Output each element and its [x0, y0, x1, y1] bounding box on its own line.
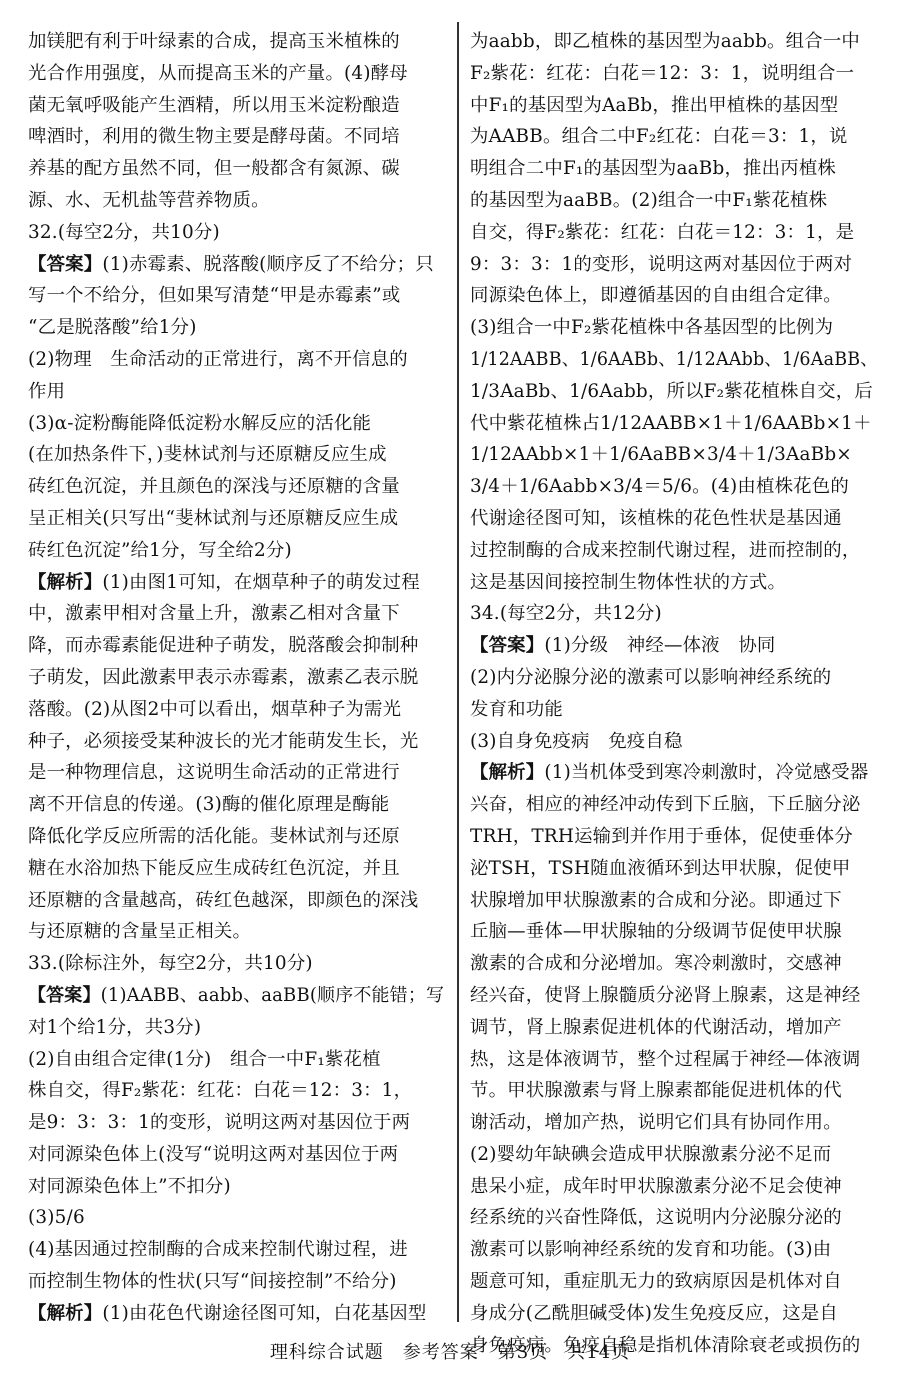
answer-tag: 【答案】 [28, 984, 101, 1006]
text-line: (2)自由组合定律(1分) 组合一中F₁紫花植 [28, 1048, 381, 1070]
text-line: 为AABB。组合二中F₂红花：白花＝3：1，说 [470, 126, 848, 148]
text-line: 源、水、无机盐等营养物质。 [28, 189, 270, 211]
text-line: 自交，得F₂紫花：红花：白花＝12：3：1，是 [470, 221, 855, 243]
text-line: 种子，必须接受某种波长的光才能萌发生长，光 [28, 730, 419, 752]
text-line: 【答案】(1)AABB、aabb、aaBB(顺序不能错；写 [28, 984, 444, 1006]
text-line: 养基的配方虽然不同，但一般都含有氮源、碳 [28, 158, 400, 180]
text-line: 3/4＋1/6Aabb×3/4＝5/6。(4)由植株花色的 [470, 476, 849, 498]
text-line: (2)内分泌腺分泌的激素可以影响神经系统的 [470, 666, 832, 688]
column-divider [457, 22, 459, 1322]
answer-tag: 【解析】 [470, 762, 545, 784]
text-line: (3)组合一中F₂紫花植株中各基因型的比例为 [470, 317, 834, 339]
text-line: (3)α-淀粉酶能降低淀粉水解反应的活化能 [28, 412, 372, 434]
text-line: 1/3AaBb、1/6Aabb，所以F₂紫花植株自交，后 [470, 380, 873, 402]
text-line: F₂紫花：红花：白花＝12：3：1，说明组合一 [470, 62, 855, 84]
text-line: 经兴奋，使肾上腺髓质分泌肾上腺素，这是神经 [470, 984, 861, 1006]
text-line: 而控制生物体的性状(只写“间接控制”不给分) [28, 1271, 397, 1293]
text-line: (3)5/6 [28, 1207, 85, 1229]
text-line: 同源染色体上，即遵循基因的自由组合定律。 [470, 285, 842, 307]
text-line: 状腺增加甲状腺激素的合成和分泌。即通过下 [470, 889, 842, 911]
text-line: 株自交，得F₂紫花：红花：白花＝12：3：1， [28, 1080, 413, 1102]
text-line: 明组合二中F₁的基因型为aaBb，推出丙植株 [470, 158, 836, 180]
text-line: “乙是脱落酸”给1分) [28, 317, 197, 339]
text-line: 【解析】(1)当机体受到寒冷刺激时，冷觉感受器 [470, 762, 869, 784]
text-line: 中，激素甲相对含量上升，激素乙相对含量下 [28, 603, 400, 625]
text-line: 降，而赤霉素能促进种子萌发，脱落酸会抑制种 [28, 635, 419, 657]
text-line: 身成分(乙酰胆碱受体)发生免疫反应，这是自 [470, 1302, 838, 1324]
text-line: 代谢途径图可知，该植株的花色性状是基因通 [470, 507, 842, 529]
text-line: 激素的合成和分泌增加。寒冷刺激时，交感神 [470, 953, 842, 975]
text-line: 题意可知，重症肌无力的致病原因是机体对自 [470, 1271, 842, 1293]
text-line: 对同源染色体上”不扣分) [28, 1175, 231, 1197]
text-line: 【解析】(1)由花色代谢途径图可知，白花基因型 [28, 1302, 427, 1324]
right-column [470, 26, 878, 1361]
question-number-line: 33.(除标注外，每空2分，共10分) [28, 953, 313, 975]
text-line: 过控制酶的合成来控制代谢过程，进而控制的， [470, 539, 861, 561]
text-line: 激素可以影响神经系统的发育和功能。(3)由 [470, 1239, 832, 1261]
text-line: (2)婴幼年缺碘会造成甲状腺激素分泌不足而 [470, 1143, 832, 1165]
text-line: 与还原糖的含量呈正相关。 [28, 921, 252, 943]
answer-tag: 【解析】 [28, 1302, 103, 1324]
text-line: 呈正相关(只写出“斐林试剂与还原糖反应生成 [28, 507, 399, 529]
text-line: 还原糖的含量越高，砖红色越深，即颜色的深浅 [28, 889, 419, 911]
text-line: 写一个不给分，但如果写清楚“甲是赤霉素”或 [28, 285, 401, 307]
text-line: 泌TSH，TSH随血液循环到达甲状腺，促使甲 [470, 857, 851, 879]
text-line: 落酸。(2)从图2中可以看出，烟草种子为需光 [28, 698, 402, 720]
text-line: 这是基因间接控制生物体性状的方式。 [470, 571, 787, 593]
left-column [28, 26, 444, 1330]
text-line: 降低化学反应所需的活化能。斐林试剂与还原 [28, 825, 400, 847]
text-line: 加镁肥有利于叶绿素的合成，提高玉米植株的 [28, 31, 400, 52]
text-line: 【答案】(1)赤霉素、脱落酸(顺序反了不给分；只 [28, 253, 434, 275]
text-line: 发育和功能 [470, 698, 563, 720]
text-line: 菌无氧呼吸能产生酒精，所以用玉米淀粉酿造 [28, 94, 400, 116]
text-line: 对1个给1分，共3分) [28, 1016, 202, 1038]
question-number-line: 34.(每空2分，共12分) [470, 603, 662, 625]
text-line: 谢活动，增加产热，说明它们具有协同作用。 [470, 1112, 842, 1134]
text-line: (在加热条件下，)斐林试剂与还原糖反应生成 [28, 444, 387, 466]
text-line: 子萌发，因此激素甲表示赤霉素，激素乙表示脱 [28, 666, 419, 688]
text-line: 为aabb，即乙植株的基因型为aabb。组合一中 [470, 31, 860, 52]
question-number-line: 32.(每空2分，共10分) [28, 221, 220, 243]
text-line: 热，这是体液调节，整个过程属于神经—体液调 [470, 1048, 861, 1070]
text-line: 【解析】(1)由图1可知，在烟草种子的萌发过程 [28, 571, 420, 593]
text-line: 丘脑—垂体—甲状腺轴的分级调节促使甲状腺 [470, 921, 842, 943]
text-line: 糖在水浴加热下能反应生成砖红色沉淀，并且 [28, 857, 400, 879]
text-line: 光合作用强度，从而提高玉米的产量。(4)酵母 [28, 62, 408, 84]
text-line: 调节，肾上腺素促进机体的代谢活动，增加产 [470, 1016, 842, 1038]
text-line: TRH，TRH运输到并作用于垂体，促使垂体分 [470, 825, 853, 847]
text-line: (4)基因通过控制酶的合成来控制代谢过程，进 [28, 1239, 408, 1261]
text-line: 1/12AAbb×1＋1/6AaBB×3/4＋1/3AaBb× [470, 444, 852, 466]
text-line: 兴奋，相应的神经冲动传到下丘脑，下丘脑分泌 [470, 794, 861, 816]
text-line: 经系统的兴奋性降低，这说明内分泌腺分泌的 [470, 1207, 842, 1229]
text-line: 砖红色沉淀，并且颜色的深浅与还原糖的含量 [28, 476, 400, 498]
text-line: 啤酒时，利用的微生物主要是酵母菌。不同培 [28, 126, 400, 148]
text-line: 患呆小症，成年时甲状腺激素分泌不足会使神 [470, 1175, 842, 1197]
text-line: 身免疫病。免疫自稳是指机体清除衰老或损伤的 [470, 1334, 861, 1356]
text-line: 9：3：3：1的变形，说明这两对基因位于两对 [470, 253, 853, 275]
page-footer: 理科综合试题 参考答案 第3页 共14页 [269, 1342, 631, 1363]
text-line: 是一种物理信息，这说明生命活动的正常进行 [28, 762, 400, 784]
text-line: 对同源染色体上(没写“说明这两对基因位于两 [28, 1143, 399, 1165]
text-line: 的基因型为aaBB。(2)组合一中F₁紫花植株 [470, 189, 828, 211]
text-line: 代中紫花植株占1/12AABB×1＋1/6AABb×1＋ [470, 412, 872, 434]
text-line: 1/12AABB、1/6AABb、1/12AAbb、1/6AaBB、 [470, 348, 878, 370]
text-line: 中F₁的基因型为AaBb，推出甲植株的基因型 [470, 94, 839, 116]
text-line: 【答案】(1)分级 神经—体液 协同 [470, 635, 776, 657]
text-line: 离不开信息的传递。(3)酶的催化原理是酶能 [28, 794, 390, 816]
answer-tag: 【答案】 [28, 253, 103, 275]
text-line: 砖红色沉淀”给1分，写全给2分) [28, 539, 292, 561]
answer-tag: 【解析】 [28, 571, 103, 593]
answer-tag: 【答案】 [470, 635, 545, 657]
text-line: 节。甲状腺激素与肾上腺素都能促进机体的代 [470, 1080, 842, 1102]
text-line: 是9：3：3：1的变形，说明这两对基因位于两 [28, 1112, 411, 1134]
text-line: 作用 [28, 380, 66, 402]
text-line: (3)自身免疫病 免疫自稳 [470, 730, 683, 752]
text-line: (2)物理 生命活动的正常进行，离不开信息的 [28, 348, 408, 370]
